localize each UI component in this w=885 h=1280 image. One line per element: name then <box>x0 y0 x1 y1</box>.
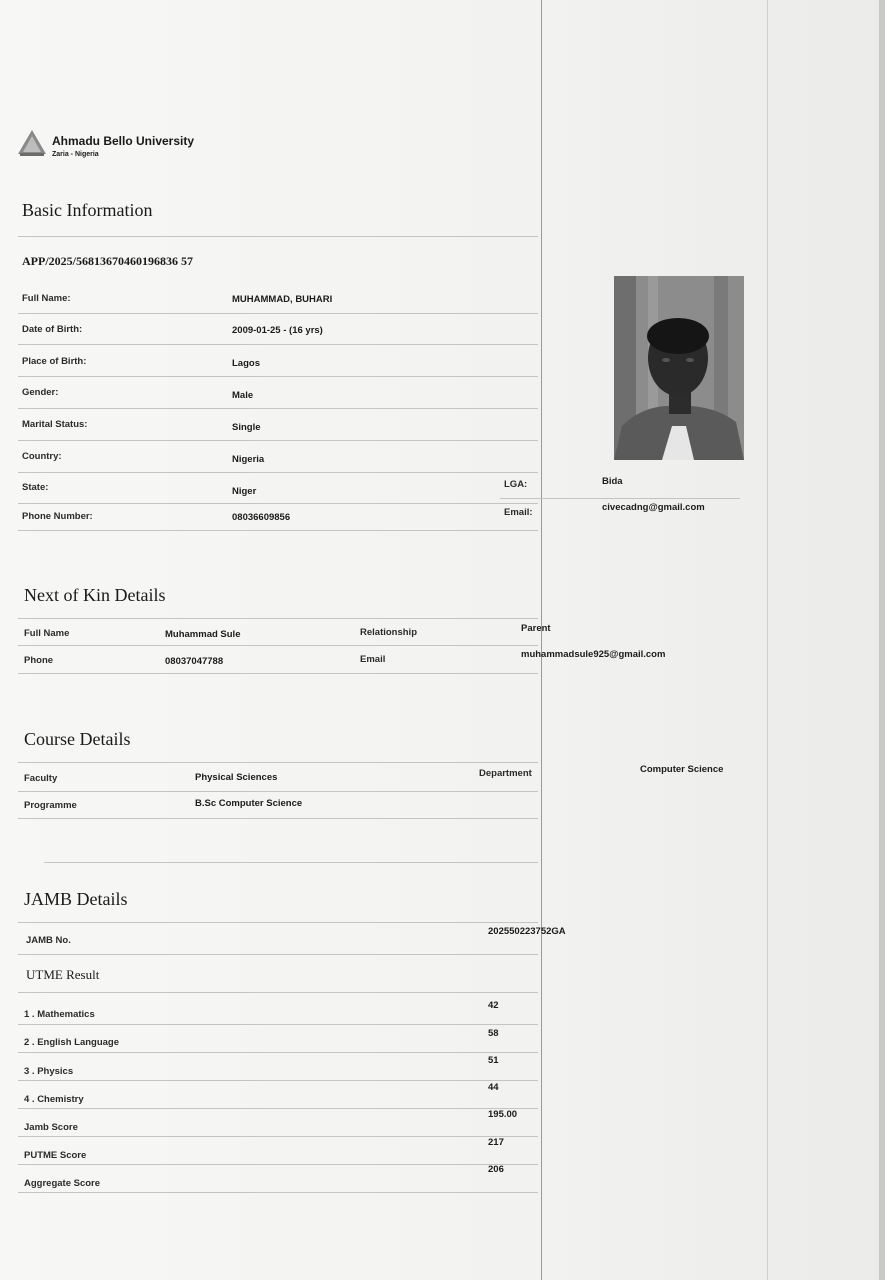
marital-status-label: Marital Status: <box>22 419 88 430</box>
page-fold-line <box>541 0 542 1280</box>
aggregate-score-value: 206 <box>488 1164 504 1175</box>
kin-phone-value: 08037047788 <box>165 656 224 667</box>
university-name: Ahmadu Bello University <box>52 134 195 148</box>
divider <box>18 618 538 619</box>
row-divider <box>18 503 538 504</box>
row-divider <box>18 1080 538 1081</box>
row-divider <box>18 645 538 646</box>
department-value: Computer Science <box>640 764 724 775</box>
dob-label: Date of Birth: <box>22 324 83 335</box>
dob-value: 2009-01-25 - (16 yrs) <box>232 325 323 336</box>
application-id: APP/2025/56813670460196836 57 <box>22 254 193 268</box>
gender-label: Gender: <box>22 387 59 398</box>
page-fold-line-secondary <box>767 0 768 1280</box>
country-label: Country: <box>22 451 62 462</box>
programme-value: B.Sc Computer Science <box>195 798 303 809</box>
lga-value: Bida <box>602 476 623 487</box>
row-divider <box>18 673 538 674</box>
jamb-score-value: 195.00 <box>488 1109 518 1120</box>
full-name-label: Full Name: <box>22 293 71 304</box>
kin-full-name-value: Muhammad Sule <box>165 629 241 640</box>
subject-score: 42 <box>488 1000 499 1011</box>
row-divider <box>18 1192 538 1193</box>
subject-score: 51 <box>488 1055 499 1066</box>
phone-number-label: Phone Number: <box>22 511 93 522</box>
kin-phone-label: Phone <box>24 655 54 666</box>
faculty-label: Faculty <box>24 773 58 784</box>
divider <box>44 862 538 863</box>
row-divider <box>18 472 538 473</box>
divider <box>18 762 538 763</box>
putme-score-label: PUTME Score <box>24 1150 87 1161</box>
country-value: Nigeria <box>232 454 265 465</box>
university-logo-icon <box>16 128 48 158</box>
subject-label: 2 . English Language <box>24 1037 120 1048</box>
divider <box>18 236 538 237</box>
jamb-score-label: Jamb Score <box>24 1122 78 1133</box>
state-label: State: <box>22 482 49 493</box>
row-divider <box>18 1052 538 1053</box>
faculty-value: Physical Sciences <box>195 772 278 783</box>
jamb-no-value: 202550223752GA <box>488 926 566 937</box>
row-divider <box>18 344 538 345</box>
putme-score-value: 217 <box>488 1137 504 1148</box>
place-of-birth-value: Lagos <box>232 358 260 369</box>
basic-info-title: Basic Information <box>22 200 153 220</box>
subject-score: 58 <box>488 1028 499 1039</box>
row-divider <box>18 1024 538 1025</box>
aggregate-score-label: Aggregate Score <box>24 1178 101 1189</box>
row-divider <box>500 498 740 499</box>
row-divider <box>18 440 538 441</box>
jamb-no-label: JAMB No. <box>26 935 71 946</box>
row-divider <box>18 1164 538 1165</box>
kin-full-name-label: Full Name <box>24 628 70 639</box>
page-edge <box>879 0 885 1280</box>
university-location: Zaria - Nigeria <box>52 151 99 158</box>
row-divider <box>18 313 538 314</box>
kin-email-value: muhammadsule925@gmail.com <box>521 649 666 660</box>
next-of-kin-title: Next of Kin Details <box>24 585 166 605</box>
row-divider <box>18 376 538 377</box>
marital-status-value: Single <box>232 422 261 433</box>
row-divider <box>18 992 538 993</box>
kin-relationship-value: Parent <box>521 623 551 634</box>
kin-email-label: Email <box>360 654 386 665</box>
full-name-value: MUHAMMAD, BUHARI <box>232 294 333 305</box>
subject-label: 3 . Physics <box>24 1066 74 1077</box>
kin-relationship-label: Relationship <box>360 627 418 638</box>
row-divider <box>18 818 538 819</box>
row-divider <box>18 530 538 531</box>
jamb-details-title: JAMB Details <box>24 889 128 909</box>
subject-label: 4 . Chemistry <box>24 1094 84 1105</box>
divider <box>18 922 538 923</box>
row-divider <box>18 954 538 955</box>
phone-number-value: 08036609856 <box>232 512 291 523</box>
email-value: civecadng@gmail.com <box>602 502 705 513</box>
place-of-birth-label: Place of Birth: <box>22 356 87 367</box>
subject-label: 1 . Mathematics <box>24 1009 95 1020</box>
programme-label: Programme <box>24 800 77 811</box>
email-label: Email: <box>504 507 533 518</box>
state-value: Niger <box>232 486 257 497</box>
row-divider <box>18 1136 538 1137</box>
gender-value: Male <box>232 390 254 401</box>
row-divider <box>18 1108 538 1109</box>
subject-score: 44 <box>488 1082 499 1093</box>
utme-result-title: UTME Result <box>26 967 100 982</box>
lga-label: LGA: <box>504 479 528 490</box>
course-details-title: Course Details <box>24 729 131 749</box>
passport-photo <box>614 276 744 460</box>
row-divider <box>18 408 538 409</box>
row-divider <box>18 791 538 792</box>
department-label: Department <box>479 768 532 779</box>
